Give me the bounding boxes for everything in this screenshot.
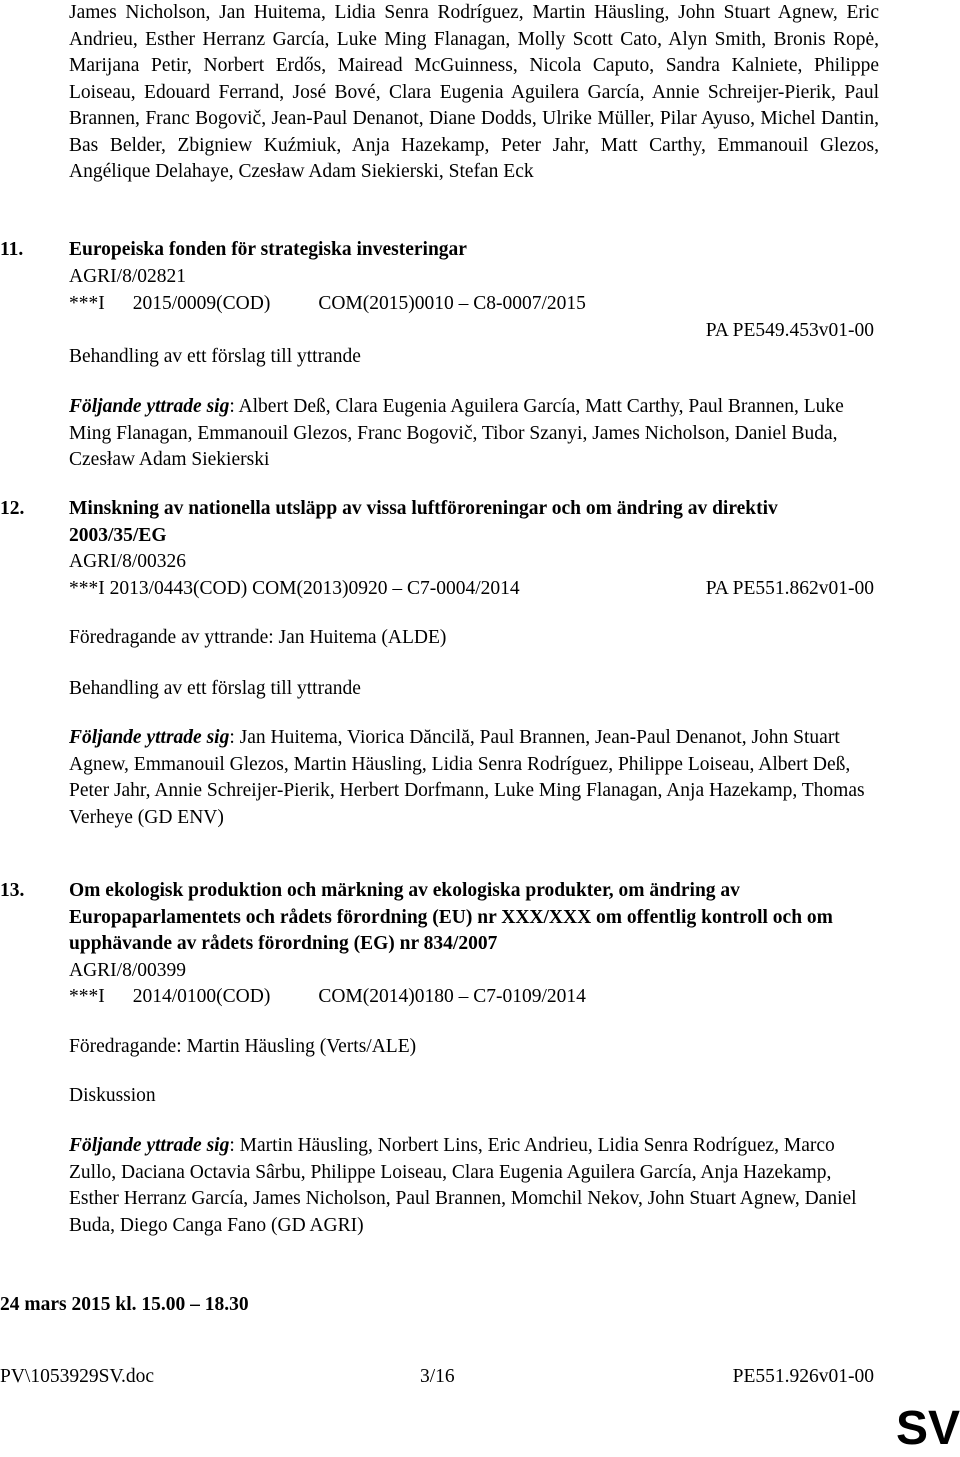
- item-number: 13.: [0, 880, 25, 901]
- item-number: 12.: [0, 498, 25, 519]
- item-title: Om ekologisk produktion och märkning av ekologiska produkter, om ändring av Europaparlamentets och rådets förordning (EU) nr XXX/XXX om offentlig kontroll och om upphävande av rådets förordning (EG) nr 834/2007: [69, 880, 833, 954]
- procedure-line: [69, 291, 586, 318]
- treatment: Behandling av ett förslag till yttrande: [69, 346, 361, 367]
- speakers-list: : Martin Häusling, Norbert Lins, Eric Andrieu, Lidia Senra Rodríguez, Marco Zullo, Daciana Octavia Sârbu, Philippe Loiseau, Clara Eugenia Aguilera García, Anja Hazekamp, Esther Herranz García, James Nicholson, Paul Brannen, Momchil Nekov, John Stuart Agnew, Daniel Buda, Diego Canga Fano (GD AGRI): [69, 1135, 857, 1236]
- pa-ref: PA PE549.453v01-00: [705, 320, 874, 341]
- footer-ref: PE551.926v01-00: [732, 1366, 874, 1387]
- reference-line: ***I 2013/0443(COD) COM(2013)0920 – C7-0004/2014: [69, 578, 520, 599]
- footer-doc: PV\1053929SV.doc: [0, 1366, 155, 1387]
- intro-participants: James Nicholson, Jan Huitema, Lidia Senra Rodríguez, Martin Häusling, John Stuart Agnew, Eric Andrieu, Esther Herranz García, Luke Ming Flanagan, Molly Scott Cato, Alyn Smith, Bronis Ropė, Marijana Petir, Norbert Erdős, Mairead McGuinness, Nicola Caputo, Sandra Kalniete, Philippe Loiseau, Edouard Ferrand, José Bové, Clara Eugenia Aguilera García, Annie Schreijer-Pierik, Paul Brannen, Franc Bogovič, Jean-Paul Denanot, Diane Dodds, Ulrike Müller, Pilar Ayuso, Michel Dantin, Bas Belder, Zbigniew Kuźmiuk, Anja Hazekamp, Peter Jahr, Matt Carthy, Emmanouil Glezos, Angélique Delahaye, Czesław Adam Siekierski, Stefan Eck: [69, 2, 879, 182]
- pa-ref: PA PE551.862v01-00: [705, 578, 874, 599]
- procedure: ***I: [69, 293, 105, 314]
- rapporteur: Föredragande: Martin Häusling (Verts/ALE): [69, 1036, 417, 1057]
- procedure-number: 2014/0100(COD): [132, 986, 271, 1007]
- agri-ref: AGRI/8/02821: [69, 266, 186, 287]
- treatment: Behandling av ett förslag till yttrande: [69, 678, 361, 699]
- procedure: ***I: [69, 986, 105, 1007]
- speakers-label: Följande yttrade sig: [69, 1135, 230, 1156]
- speakers: [69, 725, 879, 831]
- item-number: 11.: [0, 239, 24, 260]
- speakers-list: : Jan Huitema, Viorica Dăncilă, Paul Brannen, Jean-Paul Denanot, John Stuart Agnew, Emmanouil Glezos, Martin Häusling, Lidia Senra Rodríguez, Philippe Loiseau, Albert Deß, Peter Jahr, Annie Schreijer-Pierik, Herbert Dorfmann, Luke Ming Flanagan, Anja Hazekamp, Thomas Verheye (GD ENV): [69, 727, 865, 828]
- agri-ref: AGRI/8/00399: [69, 960, 186, 981]
- procedure-number: 2015/0009(COD): [132, 293, 271, 314]
- speakers-label: Följande yttrade sig: [69, 727, 230, 748]
- speakers: [69, 1133, 879, 1239]
- com-ref: COM(2014)0180 – C7-0109/2014: [318, 986, 586, 1007]
- footer-page: 3/16: [420, 1366, 455, 1387]
- language-tag: SV: [895, 1402, 960, 1455]
- treatment: Diskussion: [69, 1085, 156, 1106]
- procedure-line: [69, 984, 586, 1011]
- item-title: Europeiska fonden för strategiska investeringar: [69, 239, 467, 260]
- speakers: [69, 394, 879, 474]
- com-ref: COM(2015)0010 – C8-0007/2015: [318, 293, 586, 314]
- session-heading: 24 mars 2015 kl. 15.00 – 18.30: [0, 1294, 249, 1315]
- item-title: Minskning av nationella utsläpp av vissa luftföroreningar och om ändring av direktiv 2003/35/EG: [69, 498, 778, 546]
- rapporteur: Föredragande av yttrande: Jan Huitema (ALDE): [69, 627, 447, 648]
- speakers-label: Följande yttrade sig: [69, 396, 230, 417]
- agri-ref: AGRI/8/00326: [69, 551, 186, 572]
- speakers-list: : Albert Deß, Clara Eugenia Aguilera García, Matt Carthy, Paul Brannen, Luke Ming Flanagan, Emmanouil Glezos, Franc Bogovič, Tibor Szanyi, James Nicholson, Daniel Buda, Czesław Adam Siekierski: [69, 396, 844, 470]
